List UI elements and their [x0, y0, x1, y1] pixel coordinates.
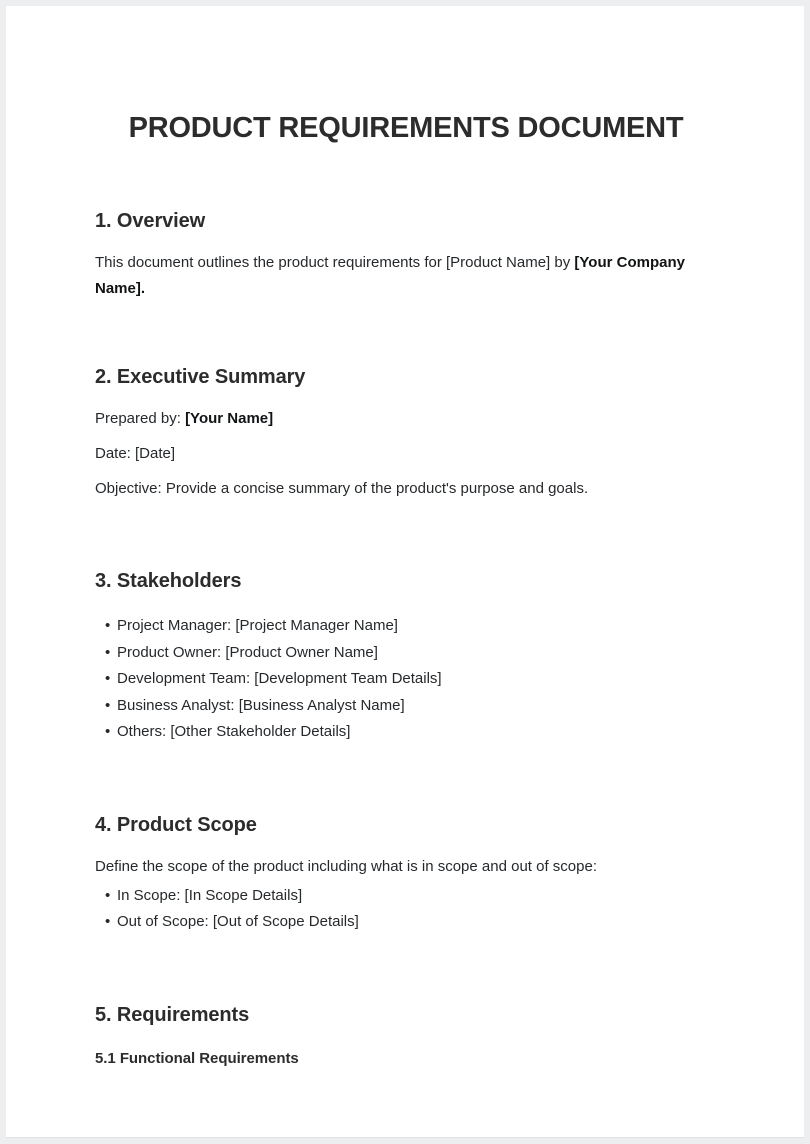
- overview-company-placeholder: [Your Company Name]: [95, 254, 685, 298]
- overview-paragraph: [95, 250, 717, 302]
- section-heading-product-scope: 4. Product Scope: [95, 813, 257, 836]
- product-scope-list: [95, 883, 717, 936]
- spacer: [95, 146, 717, 208]
- section-heading-stakeholders: 3. Stakeholders: [95, 570, 242, 593]
- spacer: [95, 838, 717, 854]
- prepared-by-label: Prepared by:: [95, 410, 186, 428]
- objective-line: Objective: Provide a concise summary of the product's purpose and goals.: [95, 480, 589, 498]
- product-scope-intro: Define the scope of the product including what is in scope and out of scope:: [95, 857, 597, 875]
- spacer: [95, 746, 717, 812]
- spacer: [95, 594, 717, 613]
- page-title: PRODUCT REQUIREMENTS DOCUMENT: [128, 112, 684, 144]
- list-item: • Project Manager: [Project Manager Name]: [117, 613, 717, 640]
- subsection-heading-functional-requirements: 5.1 Functional Requirements: [95, 1049, 299, 1067]
- section-heading-executive-summary: 2. Executive Summary: [95, 366, 306, 389]
- section-overview: [95, 208, 717, 302]
- overview-text-lead: This document outlines the product requirements for [Product Name] by: [95, 254, 575, 272]
- list-item: • Business Analyst: [Business Analyst Name]: [117, 693, 717, 720]
- section-heading-requirements: 5. Requirements: [95, 1003, 250, 1026]
- spacer: [95, 502, 717, 568]
- list-item: • Out of Scope: [Out of Scope Details]: [117, 909, 717, 936]
- prepared-by-value: [Your Name]: [185, 410, 274, 428]
- spacer: [95, 936, 717, 1002]
- date-line: Date: [Date]: [95, 445, 176, 463]
- stakeholders-list: [95, 613, 717, 746]
- document-page: [6, 6, 804, 1137]
- spacer: [95, 390, 717, 406]
- page-boundary-rule: [6, 1137, 804, 1138]
- spacer: [95, 302, 717, 364]
- list-item: • Product Owner: [Product Owner Name]: [117, 640, 717, 667]
- document-content: [95, 6, 717, 1069]
- section-executive-summary: [95, 364, 717, 502]
- spacer: [95, 1028, 717, 1049]
- section-product-scope: [95, 812, 717, 936]
- spacer: [95, 432, 717, 441]
- prepared-by-line: [95, 406, 717, 432]
- list-item: • Development Team: [Development Team Details]: [117, 666, 717, 693]
- overview-text-trail: .: [140, 280, 146, 298]
- list-item: • Others: [Other Stakeholder Details]: [117, 719, 717, 746]
- section-heading-overview: 1. Overview: [95, 210, 206, 233]
- spacer: [95, 234, 717, 250]
- section-stakeholders: [95, 568, 717, 746]
- section-requirements: [95, 1002, 717, 1069]
- spacer: [95, 467, 717, 476]
- list-item: • In Scope: [In Scope Details]: [117, 883, 717, 910]
